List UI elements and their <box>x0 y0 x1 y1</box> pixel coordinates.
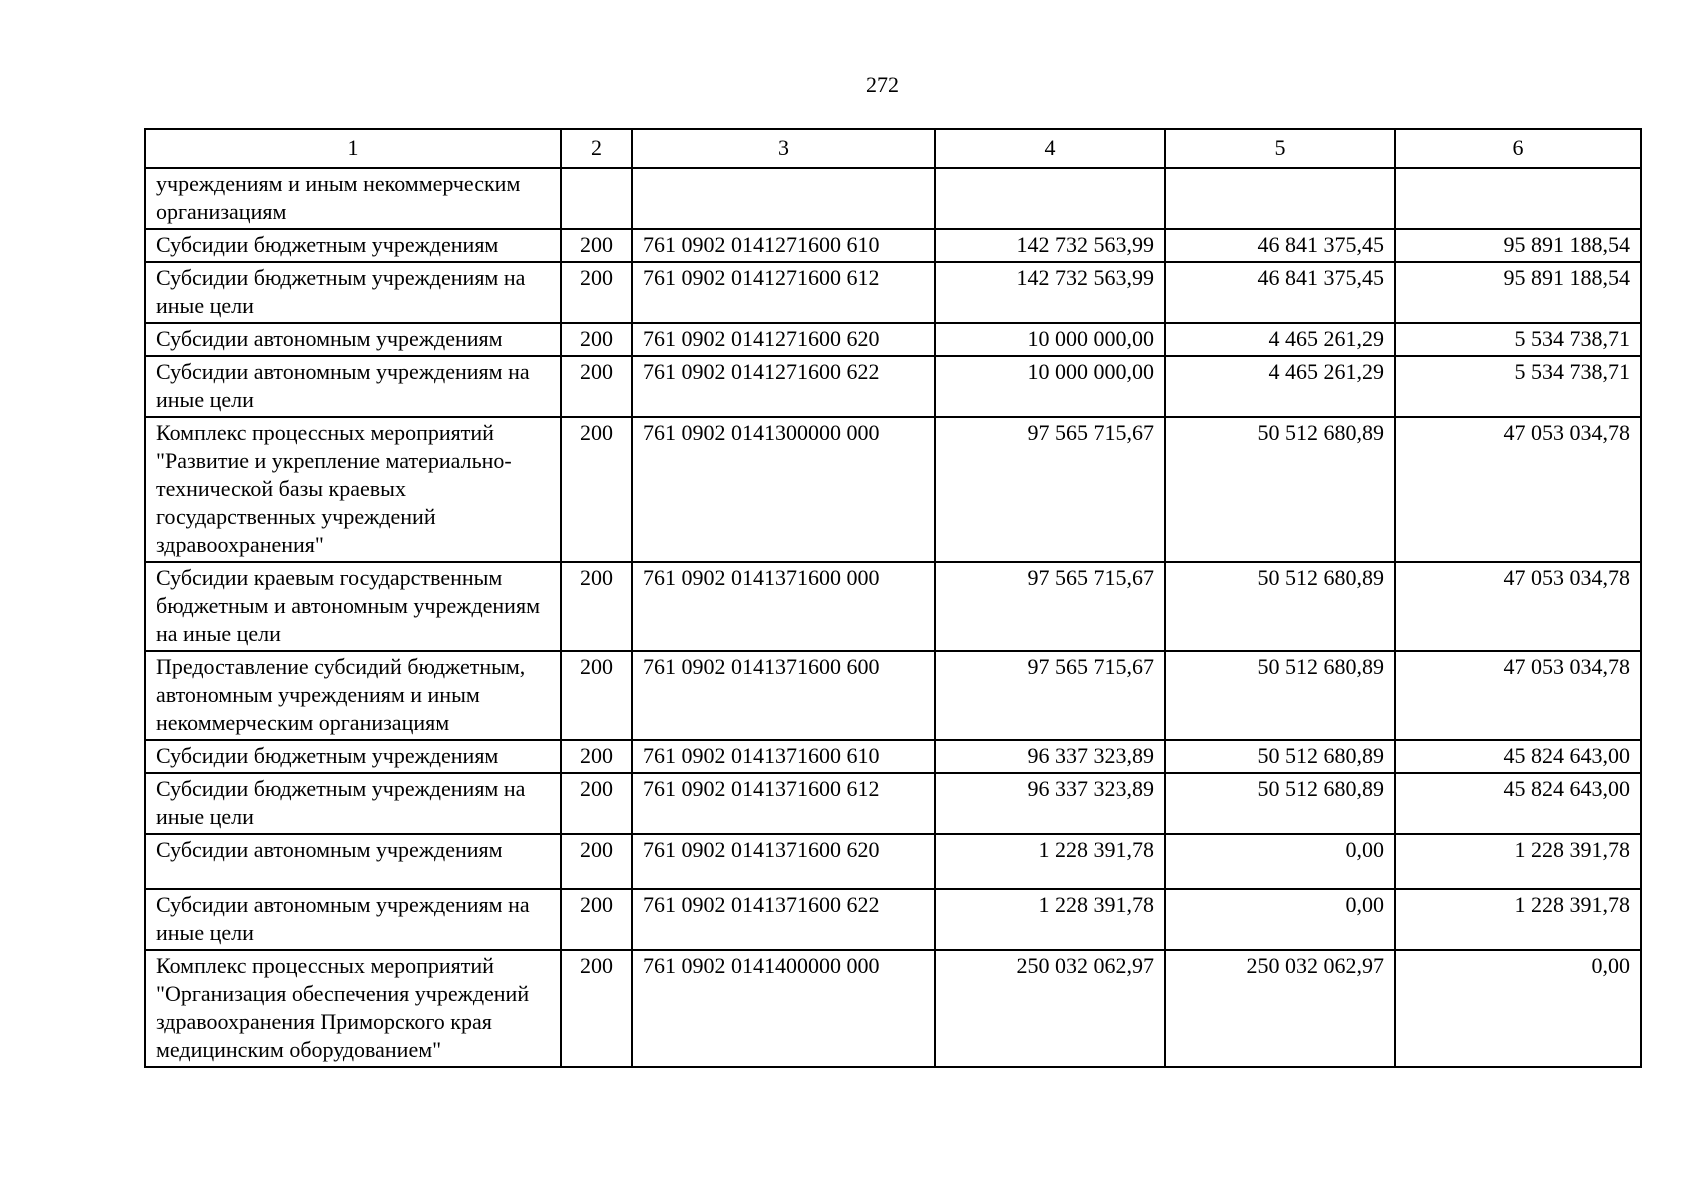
row-name: Субсидии автономным учреждениям на иные цели <box>145 889 561 950</box>
table-row <box>145 740 1641 773</box>
column-header: 3 <box>632 129 935 168</box>
row-name: Субсидии бюджетным учреждениям <box>145 229 561 262</box>
row-value-5: 50 512 680,89 <box>1165 562 1395 651</box>
row-value-6: 1 228 391,78 <box>1395 889 1641 950</box>
row-name: Субсидии краевым государственным бюджетным и автономным учреждениям на иные цели <box>145 562 561 651</box>
table-row <box>145 262 1641 323</box>
row-value-4: 10 000 000,00 <box>935 356 1165 417</box>
row-code: 200 <box>561 834 632 889</box>
row-code: 200 <box>561 417 632 562</box>
row-kbk: 761 0902 0141371600 610 <box>632 740 935 773</box>
row-kbk: 761 0902 0141371600 000 <box>632 562 935 651</box>
row-kbk: 761 0902 0141271600 610 <box>632 229 935 262</box>
row-value-5: 46 841 375,45 <box>1165 262 1395 323</box>
row-value-4: 142 732 563,99 <box>935 229 1165 262</box>
row-name: Субсидии автономным учреждениям <box>145 323 561 356</box>
table-row <box>145 834 1641 889</box>
table-row <box>145 950 1641 1067</box>
row-value-6: 0,00 <box>1395 950 1641 1067</box>
row-value-6: 95 891 188,54 <box>1395 262 1641 323</box>
row-value-4: 1 228 391,78 <box>935 834 1165 889</box>
row-value-5: 50 512 680,89 <box>1165 651 1395 740</box>
page-number: 272 <box>866 72 899 97</box>
row-value-6: 47 053 034,78 <box>1395 562 1641 651</box>
row-kbk: 761 0902 0141371600 612 <box>632 773 935 834</box>
row-value-5: 50 512 680,89 <box>1165 773 1395 834</box>
column-header: 6 <box>1395 129 1641 168</box>
row-value-6: 47 053 034,78 <box>1395 651 1641 740</box>
table-row <box>145 356 1641 417</box>
row-value-6: 47 053 034,78 <box>1395 417 1641 562</box>
row-code <box>561 168 632 229</box>
header-row <box>145 129 1641 168</box>
row-name: Предоставление субсидий бюджетным, автономным учреждениям и иным некоммерческим организациям <box>145 651 561 740</box>
column-header: 5 <box>1165 129 1395 168</box>
row-code: 200 <box>561 773 632 834</box>
row-code: 200 <box>561 229 632 262</box>
row-value-4: 96 337 323,89 <box>935 740 1165 773</box>
row-value-4: 1 228 391,78 <box>935 889 1165 950</box>
row-value-5 <box>1165 168 1395 229</box>
row-kbk: 761 0902 0141271600 622 <box>632 356 935 417</box>
table-row <box>145 229 1641 262</box>
table-row <box>145 889 1641 950</box>
row-name: учреждениям и иным некоммерческим организациям <box>145 168 561 229</box>
row-value-5: 50 512 680,89 <box>1165 740 1395 773</box>
row-name: Комплекс процессных мероприятий "Организация обеспечения учреждений здравоохранения Приморского края медицинским оборудованием" <box>145 950 561 1067</box>
row-code: 200 <box>561 651 632 740</box>
budget-table <box>144 128 1642 1068</box>
row-value-4: 97 565 715,67 <box>935 562 1165 651</box>
row-value-5: 4 465 261,29 <box>1165 323 1395 356</box>
row-value-6: 45 824 643,00 <box>1395 773 1641 834</box>
row-value-6: 5 534 738,71 <box>1395 356 1641 417</box>
row-kbk <box>632 168 935 229</box>
row-value-6: 5 534 738,71 <box>1395 323 1641 356</box>
table-row <box>145 562 1641 651</box>
row-value-5: 0,00 <box>1165 889 1395 950</box>
row-code: 200 <box>561 356 632 417</box>
row-kbk: 761 0902 0141271600 620 <box>632 323 935 356</box>
row-code: 200 <box>561 740 632 773</box>
row-value-4: 250 032 062,97 <box>935 950 1165 1067</box>
row-value-4: 97 565 715,67 <box>935 417 1165 562</box>
row-kbk: 761 0902 0141371600 600 <box>632 651 935 740</box>
row-value-5: 0,00 <box>1165 834 1395 889</box>
row-kbk: 761 0902 0141271600 612 <box>632 262 935 323</box>
column-header: 2 <box>561 129 632 168</box>
row-name: Субсидии бюджетным учреждениям на иные цели <box>145 262 561 323</box>
row-code: 200 <box>561 889 632 950</box>
row-name: Комплекс процессных мероприятий "Развитие и укрепление материально-технической базы краевых государственных учреждений здравоохранения" <box>145 417 561 562</box>
row-value-5: 4 465 261,29 <box>1165 356 1395 417</box>
row-name: Субсидии автономным учреждениям на иные цели <box>145 356 561 417</box>
row-value-6: 1 228 391,78 <box>1395 834 1641 889</box>
row-name: Субсидии автономным учреждениям <box>145 834 561 889</box>
row-value-4: 10 000 000,00 <box>935 323 1165 356</box>
table-row <box>145 651 1641 740</box>
table-row <box>145 323 1641 356</box>
row-code: 200 <box>561 323 632 356</box>
row-code: 200 <box>561 950 632 1067</box>
row-value-4: 142 732 563,99 <box>935 262 1165 323</box>
table-row <box>145 773 1641 834</box>
row-value-6 <box>1395 168 1641 229</box>
row-value-5: 46 841 375,45 <box>1165 229 1395 262</box>
table-row <box>145 168 1641 229</box>
row-value-4 <box>935 168 1165 229</box>
row-code: 200 <box>561 562 632 651</box>
row-value-6: 95 891 188,54 <box>1395 229 1641 262</box>
row-kbk: 761 0902 0141371600 622 <box>632 889 935 950</box>
row-value-4: 97 565 715,67 <box>935 651 1165 740</box>
row-kbk: 761 0902 0141400000 000 <box>632 950 935 1067</box>
row-value-4: 96 337 323,89 <box>935 773 1165 834</box>
row-value-5: 250 032 062,97 <box>1165 950 1395 1067</box>
row-kbk: 761 0902 0141300000 000 <box>632 417 935 562</box>
table-row <box>145 417 1641 562</box>
column-header: 1 <box>145 129 561 168</box>
row-name: Субсидии бюджетным учреждениям на иные цели <box>145 773 561 834</box>
row-value-5: 50 512 680,89 <box>1165 417 1395 562</box>
row-value-6: 45 824 643,00 <box>1395 740 1641 773</box>
column-header: 4 <box>935 129 1165 168</box>
row-code: 200 <box>561 262 632 323</box>
row-kbk: 761 0902 0141371600 620 <box>632 834 935 889</box>
row-name: Субсидии бюджетным учреждениям <box>145 740 561 773</box>
